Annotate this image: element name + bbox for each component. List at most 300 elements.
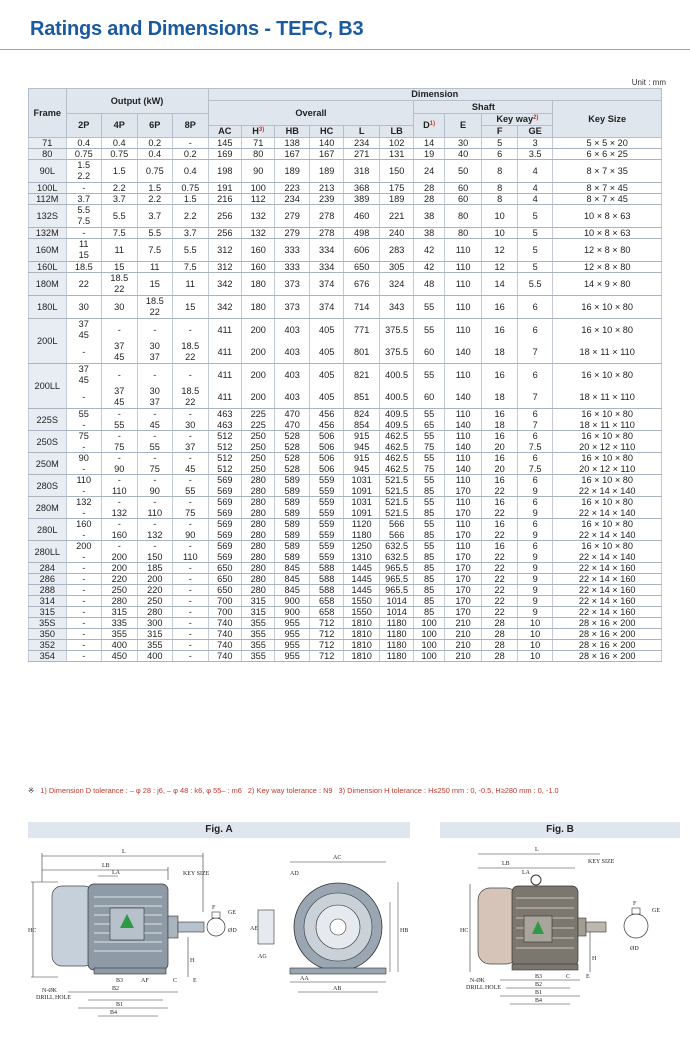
cell-e: 80 — [444, 205, 482, 228]
cell-l: 1810 — [344, 651, 380, 662]
cell-hb: 528 — [275, 442, 309, 453]
svg-text:AB: AB — [333, 986, 342, 992]
cell-6p: - — [137, 497, 173, 508]
cell-8p: - — [173, 431, 209, 442]
cell-hc: 712 — [309, 618, 343, 629]
cell-f: 6 — [482, 149, 518, 160]
svg-text:GE: GE — [228, 910, 236, 916]
cell-keysize: 22 × 14 × 140 — [553, 508, 662, 519]
cell-8p: 11 — [173, 273, 209, 296]
cell-2p: 30 — [66, 296, 102, 319]
cell-2p: 200 — [66, 541, 102, 552]
cell-h: 200 — [242, 386, 275, 409]
cell-lb: 240 — [379, 228, 413, 239]
svg-text:E: E — [193, 978, 197, 984]
cell-4p: 18.5 22 — [102, 273, 138, 296]
cell-ac: 569 — [208, 508, 241, 519]
cell-lb: 409.5 — [379, 420, 413, 431]
cell-4p: 2.2 — [102, 183, 138, 194]
cell-ac: 650 — [208, 585, 241, 596]
cell-f: 16 — [482, 364, 518, 387]
cell-ge: 6 — [517, 497, 553, 508]
cell-6p: - — [137, 541, 173, 552]
cell-6p: 110 — [137, 508, 173, 519]
cell-6p: 30 37 — [137, 386, 173, 409]
cell-8p: - — [173, 574, 209, 585]
svg-text:LB: LB — [102, 863, 110, 869]
cell-ge: 5 — [517, 239, 553, 262]
cell-f: 12 — [482, 262, 518, 273]
cell-ge: 6 — [517, 431, 553, 442]
cell-lb: 1180 — [379, 618, 413, 629]
note-mark: ※ — [28, 786, 35, 795]
svg-text:ØD: ØD — [630, 946, 639, 952]
cell-6p: 132 — [137, 530, 173, 541]
cell-l: 676 — [344, 273, 380, 296]
cell-f: 16 — [482, 475, 518, 486]
svg-text:LA: LA — [522, 870, 530, 876]
unit-label: Unit : mm — [631, 78, 666, 87]
cell-hb: 373 — [275, 273, 309, 296]
frame-cell: 160L — [29, 262, 67, 273]
pole-2p-header: 2P — [66, 114, 102, 138]
cell-ge: 6 — [517, 319, 553, 342]
cell-lb: 965.5 — [379, 585, 413, 596]
cell-lb: 632.5 — [379, 552, 413, 563]
frame-cell: 288 — [29, 585, 67, 596]
d-header: $D^{1)}$ — [414, 114, 444, 138]
cell-ge: 10 — [517, 651, 553, 662]
cell-2p: 22 — [66, 273, 102, 296]
cell-ac: 569 — [208, 486, 241, 497]
cell-ge: 5.5 — [517, 273, 553, 296]
cell-h: 90 — [242, 160, 275, 183]
cell-lb: 1180 — [379, 640, 413, 651]
cell-2p: 75 — [66, 431, 102, 442]
cell-lb: 462.5 — [379, 442, 413, 453]
cell-hc: 334 — [309, 262, 343, 273]
cell-2p: - — [66, 563, 102, 574]
cell-e: 210 — [444, 651, 482, 662]
cell-h: 132 — [242, 205, 275, 228]
cell-hb: 470 — [275, 409, 309, 420]
cell-l: 234 — [344, 138, 380, 149]
table-row — [29, 420, 662, 431]
cell-6p: 90 — [137, 486, 173, 497]
cell-8p: - — [173, 640, 209, 651]
cell-4p: 0.4 — [102, 138, 138, 149]
cell-hc: 405 — [309, 364, 343, 387]
cell-l: 1091 — [344, 508, 380, 519]
cell-2p: - — [66, 386, 102, 409]
cell-f: 22 — [482, 508, 518, 519]
cell-2p: 5.5 7.5 — [66, 205, 102, 228]
cell-ge: 9 — [517, 530, 553, 541]
cell-h: 180 — [242, 296, 275, 319]
svg-text:KEY SIZE: KEY SIZE — [588, 859, 615, 865]
cell-hb: 845 — [275, 585, 309, 596]
cell-f: 22 — [482, 530, 518, 541]
cell-hb: 589 — [275, 530, 309, 541]
table-row — [29, 541, 662, 552]
cell-ge: 5 — [517, 205, 553, 228]
svg-text:B4: B4 — [110, 1010, 118, 1016]
cell-h: 280 — [242, 519, 275, 530]
cell-lb: 343 — [379, 296, 413, 319]
cell-d: 85 — [414, 552, 444, 563]
cell-d: 85 — [414, 508, 444, 519]
svg-text:DRILL HOLE: DRILL HOLE — [36, 995, 71, 1001]
cell-hb: 589 — [275, 552, 309, 563]
cell-ac: 650 — [208, 574, 241, 585]
cell-l: 1180 — [344, 530, 380, 541]
cell-l: 1031 — [344, 497, 380, 508]
svg-text:AC: AC — [333, 855, 342, 861]
cell-4p: 400 — [102, 640, 138, 651]
frame-cell: 280L — [29, 519, 67, 541]
cell-l: 945 — [344, 464, 380, 475]
cell-hc: 506 — [309, 464, 343, 475]
cell-h: 160 — [242, 239, 275, 262]
svg-text:GE: GE — [652, 908, 660, 914]
cell-6p: 5.5 — [137, 228, 173, 239]
cell-h: 200 — [242, 364, 275, 387]
cell-lb: 462.5 — [379, 453, 413, 464]
cell-ac: 740 — [208, 651, 241, 662]
cell-4p: 55 — [102, 420, 138, 431]
frame-cell: 354 — [29, 651, 67, 662]
cell-hc: 278 — [309, 228, 343, 239]
cell-ac: 740 — [208, 640, 241, 651]
svg-text:N-ØK: N-ØK — [470, 978, 485, 984]
cell-ge: 3 — [517, 138, 553, 149]
cell-hc: 506 — [309, 442, 343, 453]
cell-keysize: 22 × 14 × 160 — [553, 574, 662, 585]
cell-hc: 506 — [309, 431, 343, 442]
svg-text:HC: HC — [28, 928, 37, 934]
cell-hc: 559 — [309, 497, 343, 508]
cell-keysize: 8 × 7 × 35 — [553, 160, 662, 183]
cell-l: 368 — [344, 183, 380, 194]
frame-cell: 314 — [29, 596, 67, 607]
cell-keysize: 10 × 8 × 63 — [553, 205, 662, 228]
cell-4p: 0.75 — [102, 149, 138, 160]
cell-e: 110 — [444, 475, 482, 486]
cell-d: 55 — [414, 296, 444, 319]
cell-keysize: 10 × 8 × 63 — [553, 228, 662, 239]
e-header: E — [444, 114, 482, 138]
cell-f: 16 — [482, 541, 518, 552]
cell-hc: 334 — [309, 239, 343, 262]
svg-text:B3: B3 — [116, 978, 124, 984]
svg-text:B2: B2 — [112, 986, 120, 992]
cell-d: 48 — [414, 273, 444, 296]
cell-h: 280 — [242, 563, 275, 574]
cell-hc: 588 — [309, 563, 343, 574]
cell-lb: 400.5 — [379, 364, 413, 387]
cell-ac: 256 — [208, 228, 241, 239]
cell-ac: 198 — [208, 160, 241, 183]
cell-6p: 75 — [137, 464, 173, 475]
cell-4p: 315 — [102, 607, 138, 618]
cell-keysize: 22 × 14 × 160 — [553, 563, 662, 574]
cell-6p: - — [137, 319, 173, 342]
cell-keysize: 16 × 10 × 80 — [553, 319, 662, 342]
cell-l: 821 — [344, 364, 380, 387]
cell-l: 318 — [344, 160, 380, 183]
cell-hb: 589 — [275, 508, 309, 519]
cell-e: 110 — [444, 273, 482, 296]
cell-6p: 45 — [137, 420, 173, 431]
cell-h: 280 — [242, 552, 275, 563]
cell-ac: 740 — [208, 618, 241, 629]
svg-text:B2: B2 — [535, 982, 543, 988]
table-row — [29, 486, 662, 497]
cell-l: 1550 — [344, 607, 380, 618]
cell-2p: 90 — [66, 453, 102, 464]
cell-e: 170 — [444, 486, 482, 497]
cell-keysize: 16 × 10 × 80 — [553, 519, 662, 530]
cell-hb: 528 — [275, 464, 309, 475]
cell-h: 280 — [242, 508, 275, 519]
cell-lb: 1014 — [379, 596, 413, 607]
cell-hc: 140 — [309, 138, 343, 149]
cell-keysize: 16 × 10 × 80 — [553, 497, 662, 508]
cell-4p: 37 45 — [102, 386, 138, 409]
cell-hb: 138 — [275, 138, 309, 149]
cell-l: 1031 — [344, 475, 380, 486]
table-row — [29, 530, 662, 541]
cell-keysize: 5 × 5 × 20 — [553, 138, 662, 149]
cell-d: 100 — [414, 640, 444, 651]
cell-d: 85 — [414, 607, 444, 618]
cell-8p: - — [173, 519, 209, 530]
cell-8p: - — [173, 453, 209, 464]
cell-lb: 102 — [379, 138, 413, 149]
cell-l: 851 — [344, 386, 380, 409]
cell-2p: - — [66, 183, 102, 194]
cell-keysize: 16 × 10 × 80 — [553, 296, 662, 319]
cell-6p: 30 37 — [137, 341, 173, 364]
cell-4p: - — [102, 431, 138, 442]
svg-text:AF: AF — [141, 978, 149, 984]
cell-l: 1445 — [344, 585, 380, 596]
ratings-table — [28, 88, 662, 662]
fig-a-drawing — [28, 842, 410, 1022]
cell-f: 28 — [482, 651, 518, 662]
cell-d: 55 — [414, 319, 444, 342]
cell-l: 1445 — [344, 574, 380, 585]
svg-text:B3: B3 — [535, 974, 543, 980]
table-row — [29, 409, 662, 420]
cell-hc: 239 — [309, 194, 343, 205]
cell-h: 280 — [242, 574, 275, 585]
table-row — [29, 262, 662, 273]
title-divider — [0, 49, 690, 50]
cell-l: 915 — [344, 431, 380, 442]
table-row — [29, 640, 662, 651]
cell-hc: 559 — [309, 530, 343, 541]
cell-2p: - — [66, 464, 102, 475]
svg-text:DRILL HOLE: DRILL HOLE — [466, 985, 501, 991]
cell-ac: 569 — [208, 497, 241, 508]
cell-ac: 191 — [208, 183, 241, 194]
cell-2p: 18.5 — [66, 262, 102, 273]
cell-2p: 110 — [66, 475, 102, 486]
cell-l: 606 — [344, 239, 380, 262]
table-row — [29, 442, 662, 453]
cell-d: 14 — [414, 138, 444, 149]
cell-l: 801 — [344, 341, 380, 364]
cell-d: 85 — [414, 530, 444, 541]
cell-e: 170 — [444, 530, 482, 541]
cell-e: 140 — [444, 386, 482, 409]
cell-hc: 405 — [309, 341, 343, 364]
cell-e: 110 — [444, 262, 482, 273]
cell-hb: 234 — [275, 194, 309, 205]
cell-hb: 223 — [275, 183, 309, 194]
cell-f: 22 — [482, 596, 518, 607]
svg-text:B1: B1 — [116, 1002, 124, 1008]
cell-l: 1810 — [344, 618, 380, 629]
cell-h: 250 — [242, 453, 275, 464]
cell-6p: 55 — [137, 442, 173, 453]
cell-h: 180 — [242, 273, 275, 296]
cell-8p: 18.5 22 — [173, 341, 209, 364]
cell-keysize: 28 × 16 × 200 — [553, 629, 662, 640]
cell-e: 80 — [444, 228, 482, 239]
cell-ac: 512 — [208, 431, 241, 442]
cell-6p: - — [137, 475, 173, 486]
cell-lb: 150 — [379, 160, 413, 183]
cell-lb: 1180 — [379, 629, 413, 640]
cell-h: 355 — [242, 640, 275, 651]
cell-4p: 200 — [102, 563, 138, 574]
keysize-header: Key Size — [553, 101, 662, 138]
frame-cell: 80 — [29, 149, 67, 160]
cell-8p: - — [173, 319, 209, 342]
cell-lb: 131 — [379, 149, 413, 160]
cell-4p: - — [102, 541, 138, 552]
frame-cell: 200L — [29, 319, 67, 364]
ac-header: AC — [208, 126, 241, 138]
cell-hc: 588 — [309, 574, 343, 585]
cell-f: 20 — [482, 442, 518, 453]
cell-f: 22 — [482, 552, 518, 563]
cell-4p: 15 — [102, 262, 138, 273]
cell-hc: 559 — [309, 541, 343, 552]
cell-l: 650 — [344, 262, 380, 273]
cell-6p: 185 — [137, 563, 173, 574]
frame-cell: 315 — [29, 607, 67, 618]
cell-6p: - — [137, 453, 173, 464]
cell-ac: 569 — [208, 475, 241, 486]
cell-4p: 355 — [102, 629, 138, 640]
cell-6p: 3.7 — [137, 205, 173, 228]
cell-4p: 220 — [102, 574, 138, 585]
cell-d: 55 — [414, 497, 444, 508]
cell-d: 38 — [414, 228, 444, 239]
cell-hc: 456 — [309, 420, 343, 431]
cell-hb: 589 — [275, 486, 309, 497]
cell-hc: 712 — [309, 651, 343, 662]
cell-8p: 30 — [173, 420, 209, 431]
cell-ge: 6 — [517, 364, 553, 387]
cell-e: 30 — [444, 138, 482, 149]
cell-d: 75 — [414, 464, 444, 475]
svg-text:B4: B4 — [535, 998, 543, 1004]
frame-cell: 352 — [29, 640, 67, 651]
cell-keysize: 14 × 9 × 80 — [553, 273, 662, 296]
cell-l: 1550 — [344, 596, 380, 607]
cell-h: 355 — [242, 629, 275, 640]
cell-f: 16 — [482, 431, 518, 442]
cell-lb: 521.5 — [379, 486, 413, 497]
cell-4p: - — [102, 497, 138, 508]
cell-lb: 1180 — [379, 651, 413, 662]
cell-d: 75 — [414, 442, 444, 453]
cell-f: 28 — [482, 618, 518, 629]
cell-8p: - — [173, 138, 209, 149]
cell-6p: 1.5 — [137, 183, 173, 194]
cell-d: 55 — [414, 431, 444, 442]
cell-6p: 150 — [137, 552, 173, 563]
f-header: F — [482, 126, 518, 138]
table-row — [29, 160, 662, 183]
cell-d: 85 — [414, 585, 444, 596]
cell-keysize: 16 × 10 × 80 — [553, 541, 662, 552]
cell-d: 85 — [414, 486, 444, 497]
cell-8p: 2.2 — [173, 205, 209, 228]
frame-cell: 250S — [29, 431, 67, 453]
cell-ac: 312 — [208, 239, 241, 262]
cell-ge: 9 — [517, 552, 553, 563]
cell-ac: 569 — [208, 530, 241, 541]
svg-text:L: L — [122, 849, 126, 855]
table-row — [29, 319, 662, 342]
cell-2p: - — [66, 618, 102, 629]
cell-f: 28 — [482, 640, 518, 651]
svg-text:C: C — [566, 974, 571, 980]
cell-keysize: 12 × 8 × 80 — [553, 262, 662, 273]
cell-keysize: 8 × 7 × 45 — [553, 194, 662, 205]
table-row — [29, 138, 662, 149]
cell-lb: 1014 — [379, 607, 413, 618]
cell-8p: - — [173, 475, 209, 486]
svg-text:HC: HC — [460, 928, 469, 934]
svg-text:E: E — [586, 974, 590, 980]
cell-hc: 189 — [309, 160, 343, 183]
cell-2p: - — [66, 228, 102, 239]
cell-e: 210 — [444, 629, 482, 640]
cell-ge: 9 — [517, 508, 553, 519]
pole-8p-header: 8P — [173, 114, 209, 138]
cell-4p: 200 — [102, 552, 138, 563]
cell-2p: - — [66, 530, 102, 541]
cell-l: 1120 — [344, 519, 380, 530]
cell-l: 945 — [344, 442, 380, 453]
cell-l: 714 — [344, 296, 380, 319]
cell-4p: 160 — [102, 530, 138, 541]
cell-lb: 175 — [379, 183, 413, 194]
cell-ac: 569 — [208, 552, 241, 563]
table-row — [29, 585, 662, 596]
cell-l: 771 — [344, 319, 380, 342]
cell-keysize: 16 × 10 × 80 — [553, 431, 662, 442]
cell-ac: 216 — [208, 194, 241, 205]
cell-2p: 132 — [66, 497, 102, 508]
cell-e: 140 — [444, 420, 482, 431]
